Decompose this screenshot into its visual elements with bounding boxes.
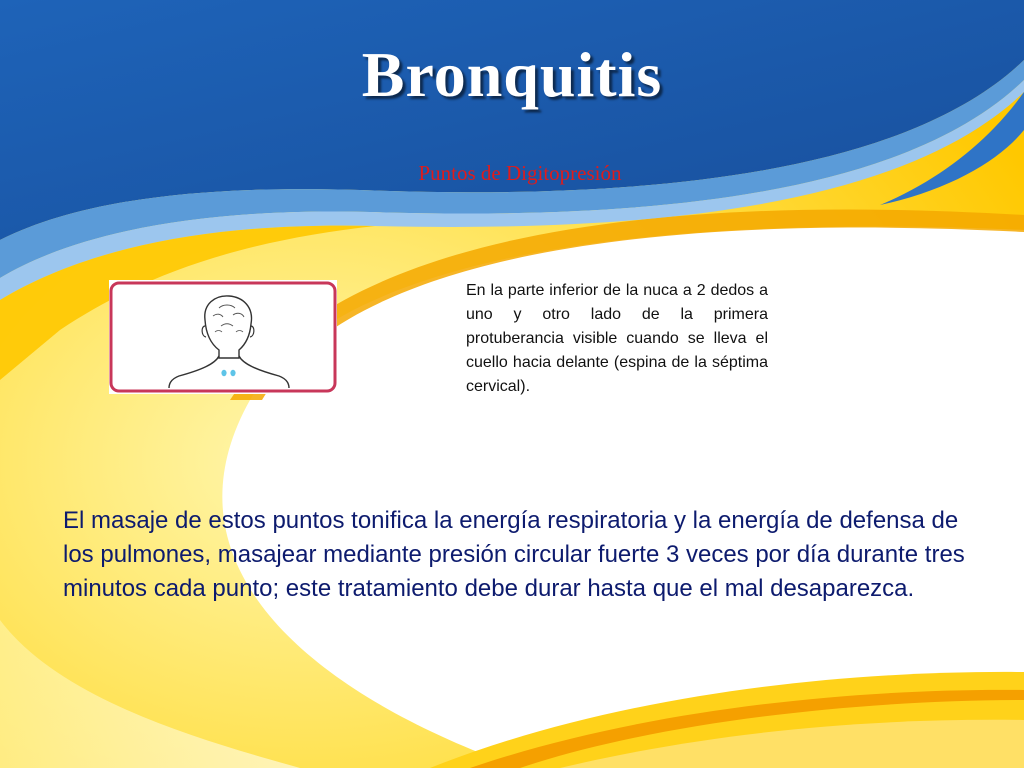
treatment-instructions: El masaje de estos puntos tonifica la energía respiratoria y la energía de defensa de los pulmones, masajear mediante presión circular fuerte 3 veces por día durante tres minutos cada punto; este tratamiento debe durar hasta que el mal desaparezca. [63,507,965,602]
pressure-point-left [221,370,226,376]
acupressure-illustration [109,280,337,394]
point-location-description: En la parte inferior de la nuca a 2 dedos a uno y otro lado de la primera protuberancia visible cuando se lleva el cuello hacia delante (espina de la séptima cervical). [466,282,768,395]
pressure-point-right [230,370,235,376]
head-back-view-icon [109,280,337,394]
slide-title: Bronquitis [361,39,663,110]
slide-subtitle: Puntos de Digitopresión [418,161,622,185]
